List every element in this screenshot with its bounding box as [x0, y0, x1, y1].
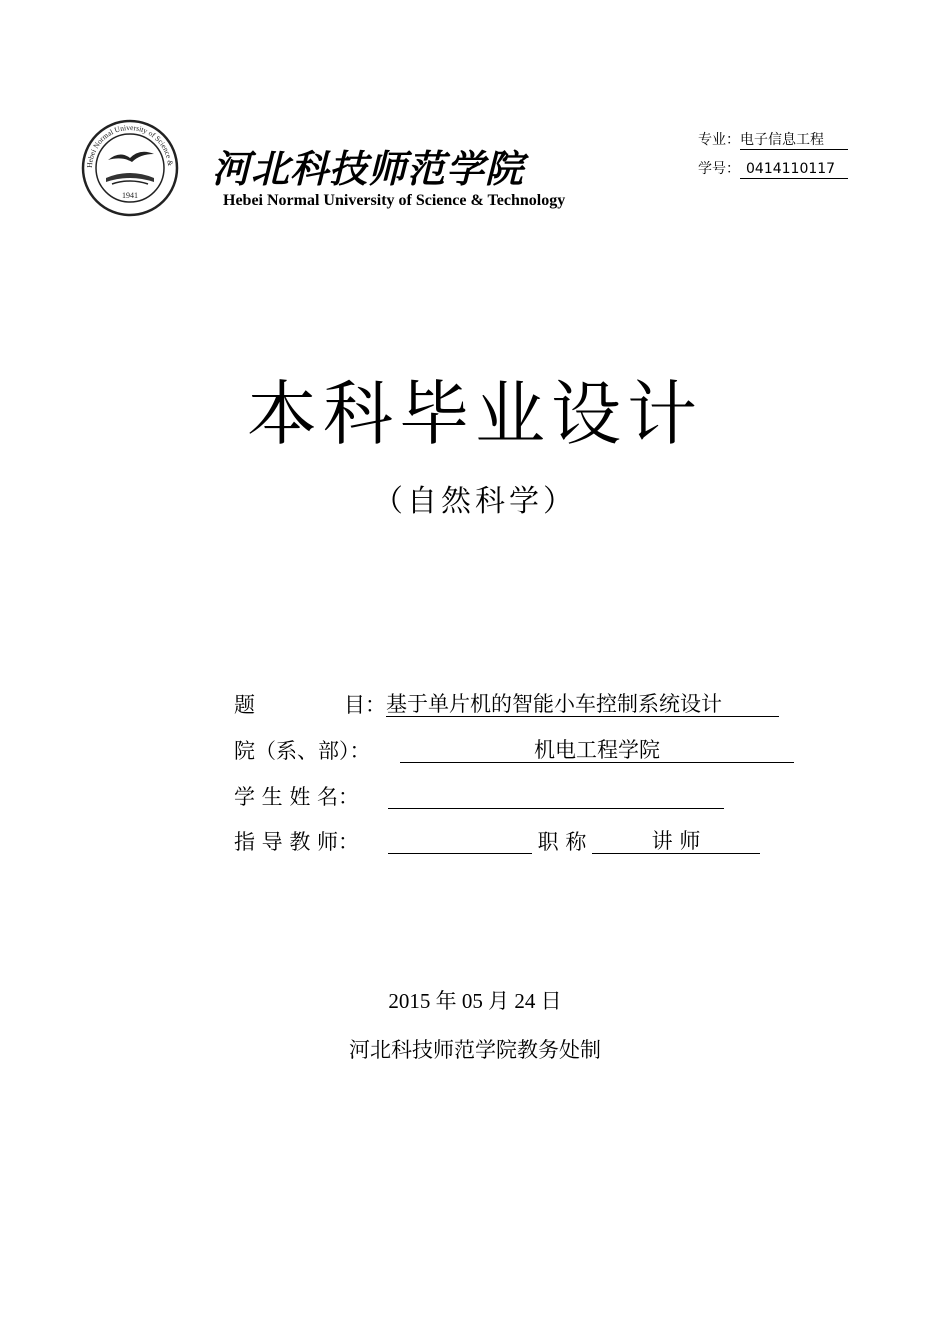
- student-name-value: [388, 782, 724, 809]
- advisor-row: [234, 827, 760, 857]
- topic-value: 基于单片机的智能小车控制系统设计: [386, 690, 779, 717]
- major-label: 专业：: [698, 132, 740, 148]
- topic-row: [234, 690, 779, 720]
- main-title: 本科毕业设计: [247, 373, 703, 455]
- student-id-value: 0414110117: [740, 161, 848, 179]
- college-value: 机电工程学院: [400, 736, 794, 763]
- college-row: [234, 736, 794, 766]
- student-name-row: [234, 782, 724, 812]
- major-value: 电子信息工程: [740, 132, 848, 150]
- topic-label-a: 题: [234, 693, 255, 717]
- rank-value: 讲 师: [592, 827, 760, 854]
- topic-label-b: 目：: [344, 693, 386, 717]
- major-line: [698, 129, 848, 150]
- rank-label: 职 称: [537, 830, 587, 854]
- advisor-label: 指 导 教 师：: [234, 830, 360, 854]
- student-id-line: [698, 158, 848, 179]
- school-name-chinese: 河北科技师范学院: [212, 146, 525, 191]
- college-label: 院（系、部）：: [234, 739, 371, 763]
- advisor-value: [388, 827, 532, 854]
- university-seal-logo: [78, 118, 182, 218]
- seal-ring-text: Hebei Normal University of Science &: [84, 122, 176, 169]
- issuing-office: 河北科技师范学院教务处制: [349, 1038, 601, 1062]
- student-id-label: 学号：: [698, 161, 740, 177]
- school-name-english: Hebei Normal University of Science & Technology: [223, 192, 566, 209]
- student-name-label: 学 生 姓 名：: [234, 785, 360, 809]
- seal-year: 1941: [122, 191, 138, 200]
- submission-date: 2015 年 05 月 24 日: [388, 989, 562, 1013]
- sub-title: （自然科学）: [373, 484, 577, 519]
